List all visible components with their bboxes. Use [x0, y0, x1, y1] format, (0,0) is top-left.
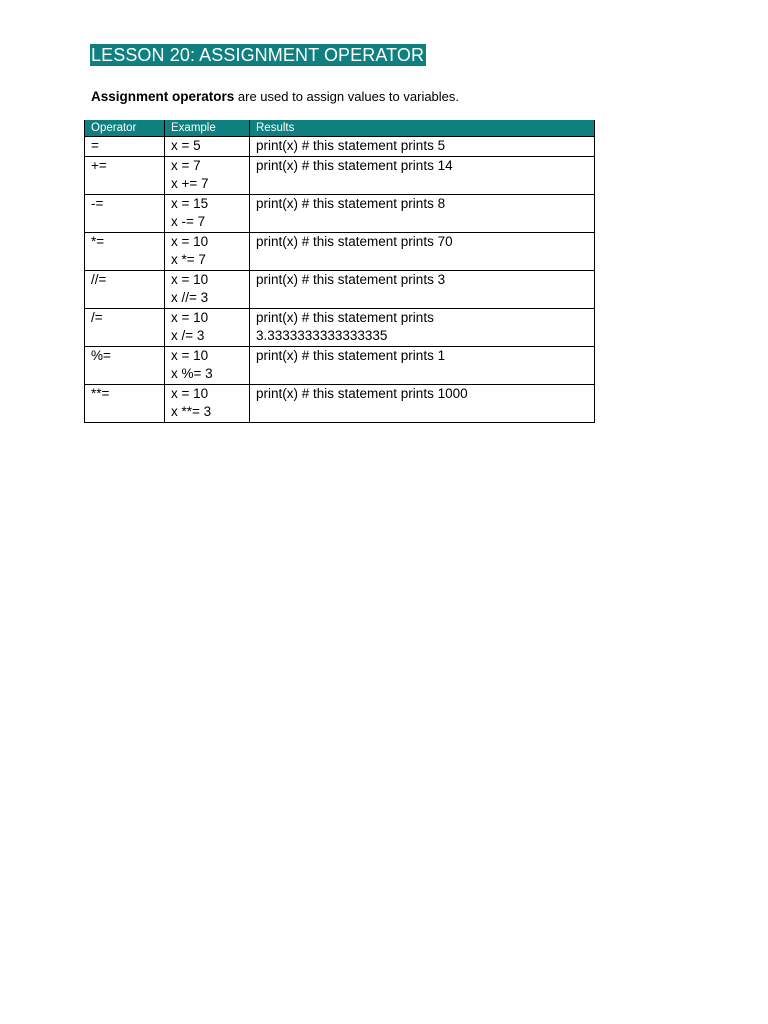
example-cell	[165, 232, 250, 270]
operator-cell: *=	[85, 232, 165, 270]
table-row	[85, 346, 595, 384]
example-line: x **= 3	[171, 404, 212, 419]
result-line: print(x) # this statement prints 70	[256, 233, 453, 249]
result-line: print(x) # this statement prints 1	[256, 347, 446, 363]
result-cell	[250, 308, 595, 346]
result-line: print(x) # this statement prints 1000	[256, 385, 468, 401]
table-row	[85, 270, 595, 308]
assignment-operators-table	[84, 120, 595, 423]
table-row	[85, 232, 595, 270]
example-line: x = 7	[171, 157, 201, 173]
header-results: Results	[250, 120, 595, 137]
operator-cell: %=	[85, 346, 165, 384]
table-body	[85, 137, 595, 423]
header-example: Example	[165, 120, 250, 137]
result-cell	[250, 232, 595, 270]
example-cell	[165, 194, 250, 232]
example-line: x = 10	[171, 271, 209, 287]
table-row	[85, 137, 595, 157]
table-row	[85, 308, 595, 346]
result-cell	[250, 156, 595, 194]
table-row	[85, 194, 595, 232]
example-line: x = 10	[171, 233, 209, 249]
result-cell	[250, 346, 595, 384]
example-line: x -= 7	[171, 214, 206, 229]
example-cell	[165, 137, 250, 157]
result-line: print(x) # this statement prints 8	[256, 195, 446, 211]
example-cell	[165, 384, 250, 422]
intro-bold-term: Assignment operators	[91, 89, 235, 104]
result-cell	[250, 384, 595, 422]
example-cell	[165, 270, 250, 308]
operator-cell: //=	[85, 270, 165, 308]
table-row	[85, 384, 595, 422]
result-cell	[250, 137, 595, 157]
result-line: print(x) # this statement prints 14	[256, 157, 453, 173]
header-operator: Operator	[85, 120, 165, 137]
example-line: x = 10	[171, 385, 209, 401]
operator-cell: -=	[85, 194, 165, 232]
result-line: 3.3333333333333335	[256, 328, 388, 343]
example-line: x = 15	[171, 195, 209, 211]
example-line: x %= 3	[171, 366, 213, 381]
operator-cell: =	[85, 137, 165, 157]
example-line: x = 10	[171, 309, 209, 325]
operator-cell: +=	[85, 156, 165, 194]
result-line: print(x) # this statement prints 3	[256, 271, 446, 287]
example-line: x = 5	[171, 138, 201, 153]
example-cell	[165, 308, 250, 346]
example-line: x = 10	[171, 347, 209, 363]
example-line: x *= 7	[171, 252, 206, 267]
example-line: x //= 3	[171, 290, 209, 305]
example-line: x /= 3	[171, 328, 205, 343]
operator-cell: **=	[85, 384, 165, 422]
table-header-row	[85, 120, 595, 137]
intro-text: are used to assign values to variables.	[234, 89, 460, 104]
result-line: print(x) # this statement prints	[256, 309, 434, 325]
example-cell	[165, 346, 250, 384]
result-cell	[250, 270, 595, 308]
operator-cell: /=	[85, 308, 165, 346]
result-line: print(x) # this statement prints 5	[256, 138, 446, 153]
table-row	[85, 156, 595, 194]
intro-paragraph	[91, 89, 459, 105]
result-cell	[250, 194, 595, 232]
example-line: x += 7	[171, 176, 209, 191]
example-cell	[165, 156, 250, 194]
lesson-title: LESSON 20: ASSIGNMENT OPERATOR	[91, 45, 425, 65]
